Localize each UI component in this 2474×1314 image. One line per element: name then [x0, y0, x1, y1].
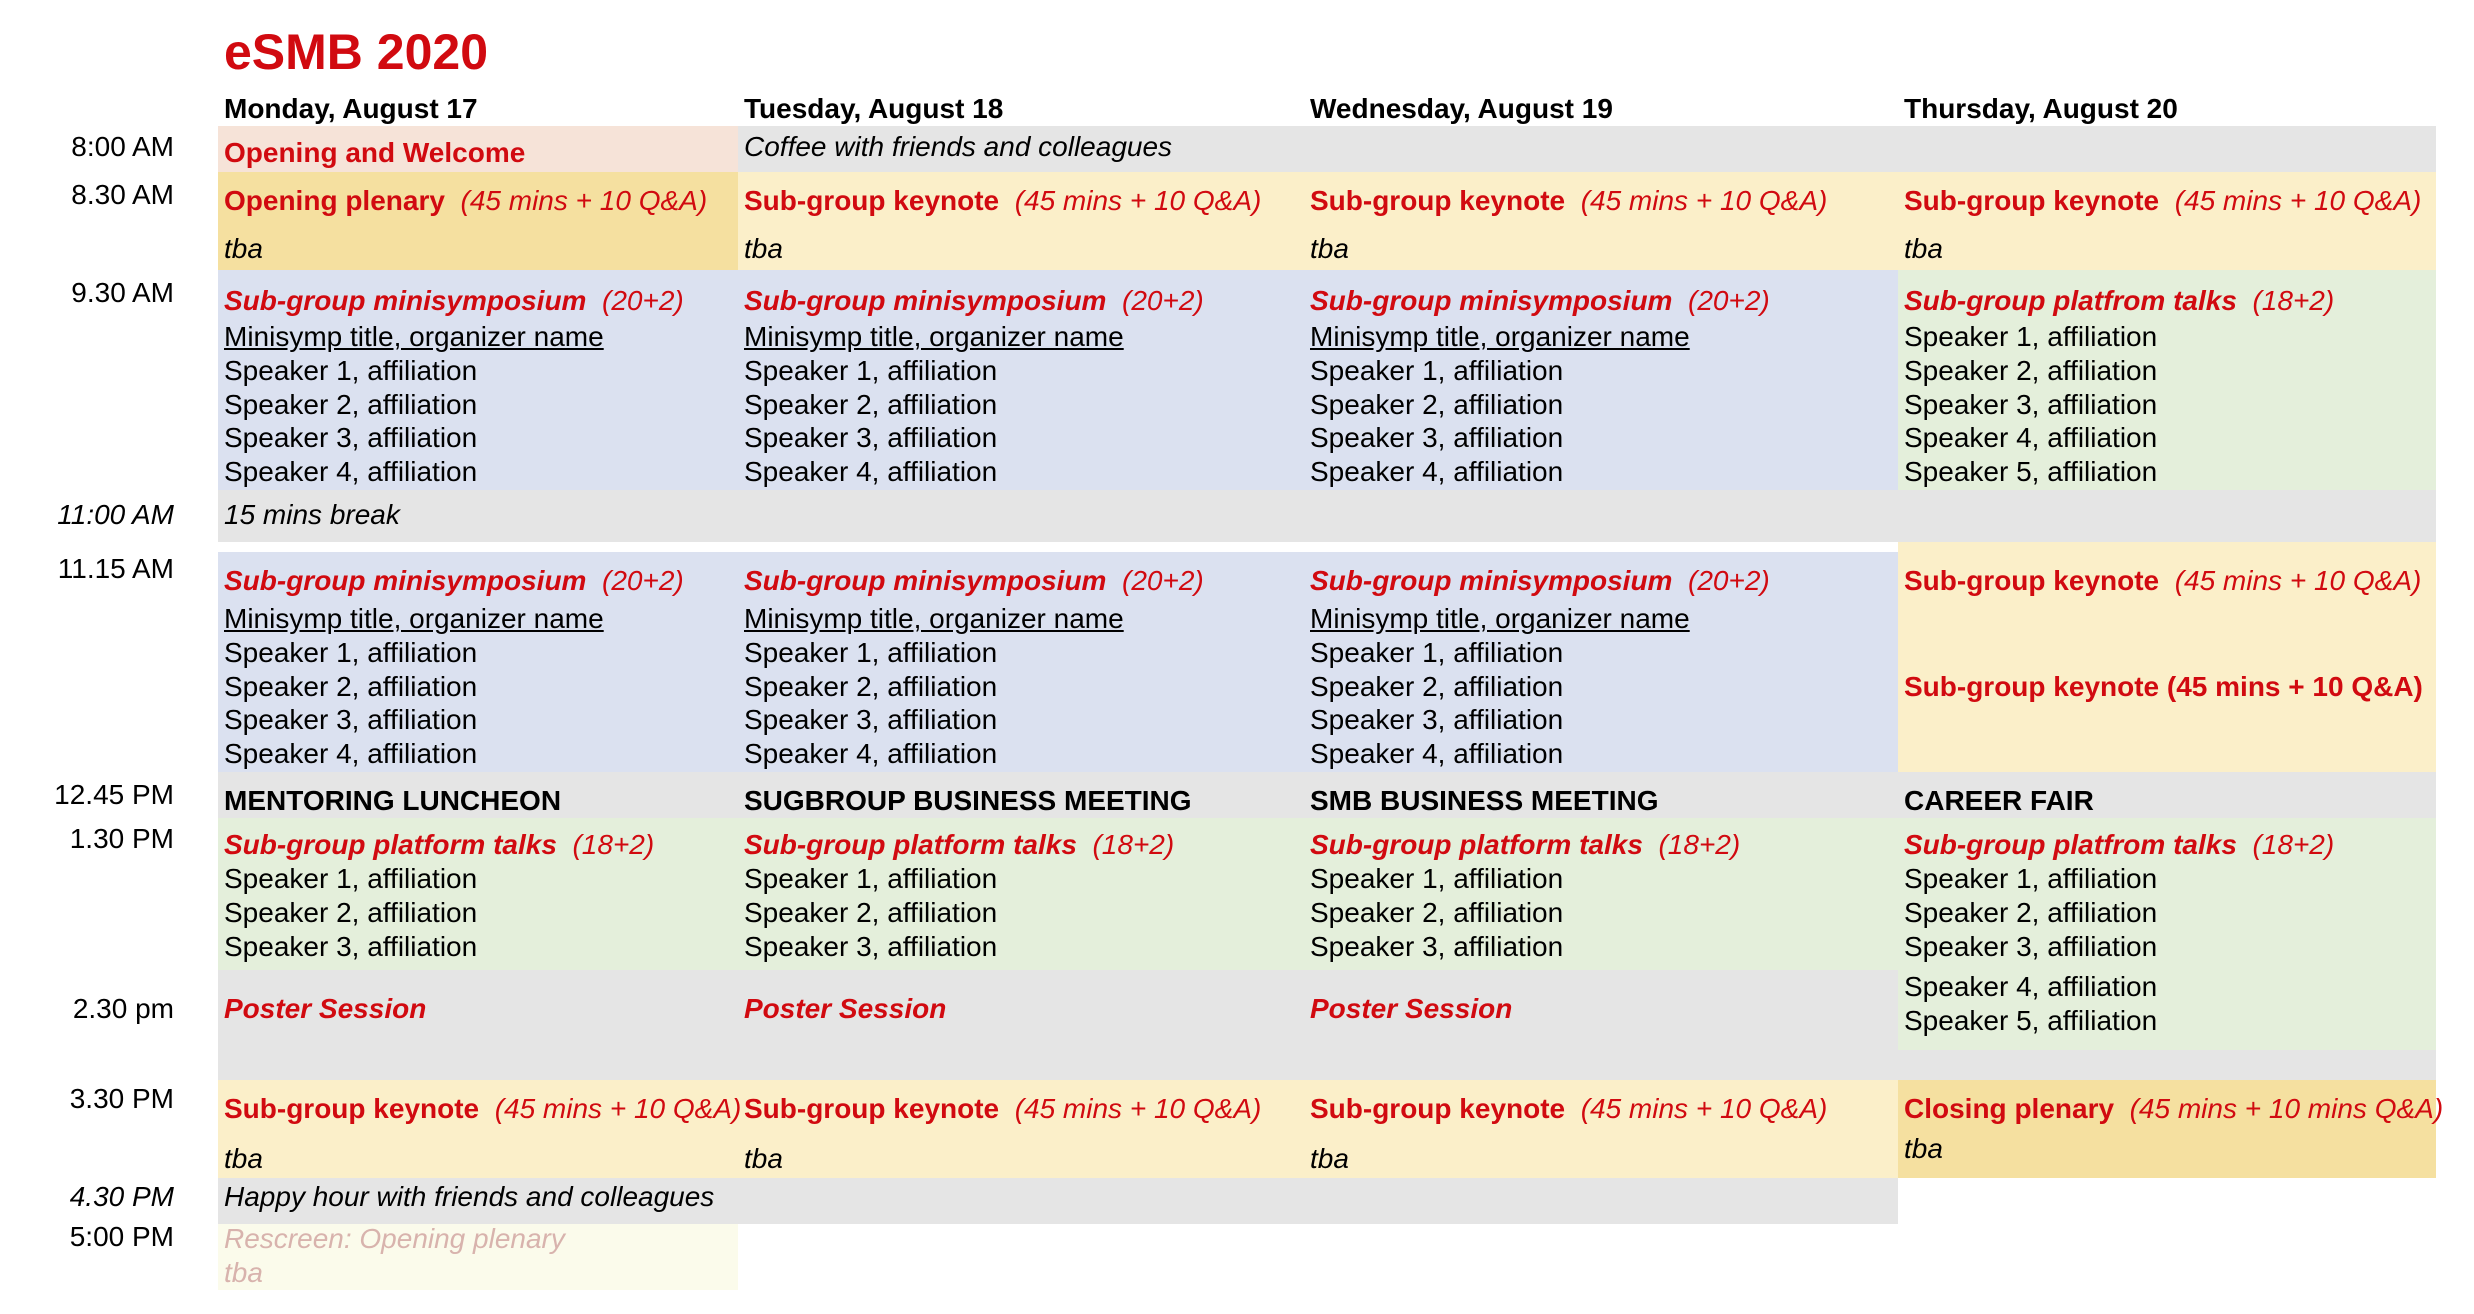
poster-block [218, 970, 1898, 1080]
keynote-title: Sub-group keynote (45 mins + 10 Q&A) [224, 1093, 742, 1124]
time-label: 12.45 PM [54, 779, 174, 810]
break-block [218, 490, 2436, 542]
speaker-item: Speaker 4, affiliation [224, 738, 478, 769]
speaker-item: Speaker 1, affiliation [224, 637, 478, 668]
minisymp-organizer: Minisymp title, organizer name [224, 603, 604, 634]
platform-title: Sub-group platfrom talks (18+2) [1904, 285, 2335, 316]
speaker-item: Speaker 1, affiliation [1310, 637, 1564, 668]
speaker-item: Speaker 2, affiliation [1904, 897, 2158, 928]
tba-text: tba [1310, 1143, 1349, 1174]
page-title: eSMB 2020 [224, 24, 489, 80]
tba-text: tba [1310, 233, 1349, 264]
time-label: 8.30 AM [71, 179, 174, 210]
rescreen-title: Rescreen: Opening plenary [224, 1223, 565, 1254]
tba-text: tba [1904, 233, 1943, 264]
closing-plenary-title: Closing plenary (45 mins + 10 mins Q&A) [1904, 1093, 2444, 1124]
minisymp-title: Sub-group minisymposium (20+2) [1310, 285, 1770, 316]
speaker-item: Speaker 2, affiliation [1310, 671, 1564, 702]
speaker-item: Speaker 1, affiliation [744, 637, 998, 668]
speaker-item: Speaker 3, affiliation [1904, 931, 2158, 962]
minisymp-organizer: Minisymp title, organizer name [744, 603, 1124, 634]
poster-session: Poster Session [744, 993, 947, 1024]
opening-welcome: Opening and Welcome [224, 137, 526, 168]
time-label: 4.30 PM [69, 1181, 174, 1212]
career-fair: CAREER FAIR [1904, 785, 2094, 816]
speaker-item: Speaker 3, affiliation [1310, 931, 1564, 962]
speaker-item: Speaker 1, affiliation [224, 863, 478, 894]
speaker-item: Speaker 2, affiliation [1310, 897, 1564, 928]
speaker-item: Speaker 1, affiliation [1904, 321, 2158, 352]
speaker-item: Speaker 1, affiliation [1904, 863, 2158, 894]
speaker-item: Speaker 3, affiliation [1310, 422, 1564, 453]
day-header-wednesday: Wednesday, August 19 [1310, 93, 1613, 124]
time-label: 11:00 AM [57, 499, 174, 530]
speaker-item: Speaker 1, affiliation [1310, 863, 1564, 894]
minisymp-title: Sub-group minisymposium (20+2) [1310, 565, 1770, 596]
speaker-item: Speaker 3, affiliation [224, 422, 478, 453]
minisymp-title: Sub-group minisymposium (20+2) [224, 285, 684, 316]
speaker-item: Speaker 1, affiliation [1310, 355, 1564, 386]
speaker-item: Speaker 3, affiliation [744, 422, 998, 453]
poster-block-thu-gap [1898, 1050, 2436, 1080]
minisymp-title: Sub-group minisymposium (20+2) [744, 285, 1204, 316]
platform-title: Sub-group platform talks (18+2) [744, 829, 1175, 860]
keynote-title: Sub-group keynote (45 mins + 10 Q&A) [1310, 1093, 1828, 1124]
minisymp-title: Sub-group minisymposium (20+2) [224, 565, 684, 596]
tba-text: tba [744, 233, 783, 264]
speaker-item: Speaker 2, affiliation [224, 389, 478, 420]
break-text: 15 mins break [224, 499, 400, 530]
happy-hour-text: Happy hour with friends and colleagues [224, 1181, 715, 1212]
speaker-item: Speaker 1, affiliation [224, 355, 478, 386]
speaker-item: Speaker 1, affiliation [744, 863, 998, 894]
speaker-item: Speaker 2, affiliation [744, 671, 998, 702]
day-header-tuesday: Tuesday, August 18 [744, 93, 1004, 124]
subgroup-business-meeting: SUGBROUP BUSINESS MEETING [744, 785, 1192, 816]
smb-business-meeting: SMB BUSINESS MEETING [1310, 785, 1659, 816]
day-header-monday: Monday, August 17 [224, 93, 478, 124]
platform-title: Sub-group platfrom talks (18+2) [1904, 829, 2335, 860]
minisymp-organizer: Minisymp title, organizer name [224, 321, 604, 352]
minisymp-title: Sub-group minisymposium (20+2) [744, 565, 1204, 596]
coffee-text: Coffee with friends and colleagues [744, 131, 1173, 162]
time-label: 2.30 pm [72, 993, 174, 1024]
speaker-item: Speaker 4, affiliation [744, 456, 998, 487]
time-label: 3.30 PM [69, 1083, 174, 1114]
speaker-item: Speaker 4, affiliation [1904, 971, 2158, 1002]
time-label: 9.30 AM [71, 277, 174, 308]
speaker-item: Speaker 3, affiliation [224, 704, 478, 735]
tba-text: tba [224, 1257, 263, 1288]
keynote-title: Sub-group keynote (45 mins + 10 Q&A) [744, 1093, 1262, 1124]
platform-title: Sub-group platform talks (18+2) [224, 829, 655, 860]
keynote-title: Sub-group keynote (45 mins + 10 Q&A) [1904, 185, 2422, 216]
tba-text: tba [1904, 1133, 1943, 1164]
keynote-title: Sub-group keynote (45 mins + 10 Q&A) [744, 185, 1262, 216]
speaker-item: Speaker 3, affiliation [1310, 704, 1564, 735]
speaker-item: Speaker 3, affiliation [744, 931, 998, 962]
speaker-item: Speaker 2, affiliation [744, 897, 998, 928]
speaker-item: Speaker 4, affiliation [1310, 456, 1564, 487]
speaker-item: Speaker 2, affiliation [224, 897, 478, 928]
tba-text: tba [744, 1143, 783, 1174]
minisymp-organizer: Minisymp title, organizer name [1310, 603, 1690, 634]
speaker-item: Speaker 3, affiliation [1904, 389, 2158, 420]
speaker-item: Speaker 2, affiliation [744, 389, 998, 420]
opening-plenary-title: Opening plenary (45 mins + 10 Q&A) [224, 185, 708, 216]
time-label: 11.15 AM [57, 553, 174, 584]
speaker-item: Speaker 2, affiliation [1310, 389, 1564, 420]
speaker-item: Speaker 2, affiliation [1904, 355, 2158, 386]
day-header-thursday: Thursday, August 20 [1904, 93, 2178, 124]
minisymp-organizer: Minisymp title, organizer name [1310, 321, 1690, 352]
tba-text: tba [224, 233, 263, 264]
keynote-title: Sub-group keynote (45 mins + 10 Q&A) [1310, 185, 1828, 216]
minisymp-organizer: Minisymp title, organizer name [744, 321, 1124, 352]
keynote-title-bold: Sub-group keynote (45 mins + 10 Q&A) [1904, 671, 2423, 702]
speaker-item: Speaker 5, affiliation [1904, 456, 2158, 487]
poster-session: Poster Session [1310, 993, 1513, 1024]
speaker-item: Speaker 4, affiliation [1310, 738, 1564, 769]
speaker-item: Speaker 4, affiliation [224, 456, 478, 487]
speaker-item: Speaker 4, affiliation [744, 738, 998, 769]
tba-text: tba [224, 1143, 263, 1174]
keynote-title: Sub-group keynote (45 mins + 10 Q&A) [1904, 565, 2422, 596]
speaker-item: Speaker 4, affiliation [1904, 422, 2158, 453]
time-label: 1.30 PM [69, 823, 174, 854]
platform-title: Sub-group platform talks (18+2) [1310, 829, 1741, 860]
speaker-item: Speaker 1, affiliation [744, 355, 998, 386]
time-label: 8:00 AM [71, 131, 174, 162]
speaker-item: Speaker 5, affiliation [1904, 1005, 2158, 1036]
speaker-item: Speaker 3, affiliation [224, 931, 478, 962]
speaker-item: Speaker 3, affiliation [744, 704, 998, 735]
poster-session: Poster Session [224, 993, 427, 1024]
time-label: 5:00 PM [69, 1221, 174, 1252]
mentoring-luncheon: MENTORING LUNCHEON [224, 785, 562, 816]
speaker-item: Speaker 2, affiliation [224, 671, 478, 702]
